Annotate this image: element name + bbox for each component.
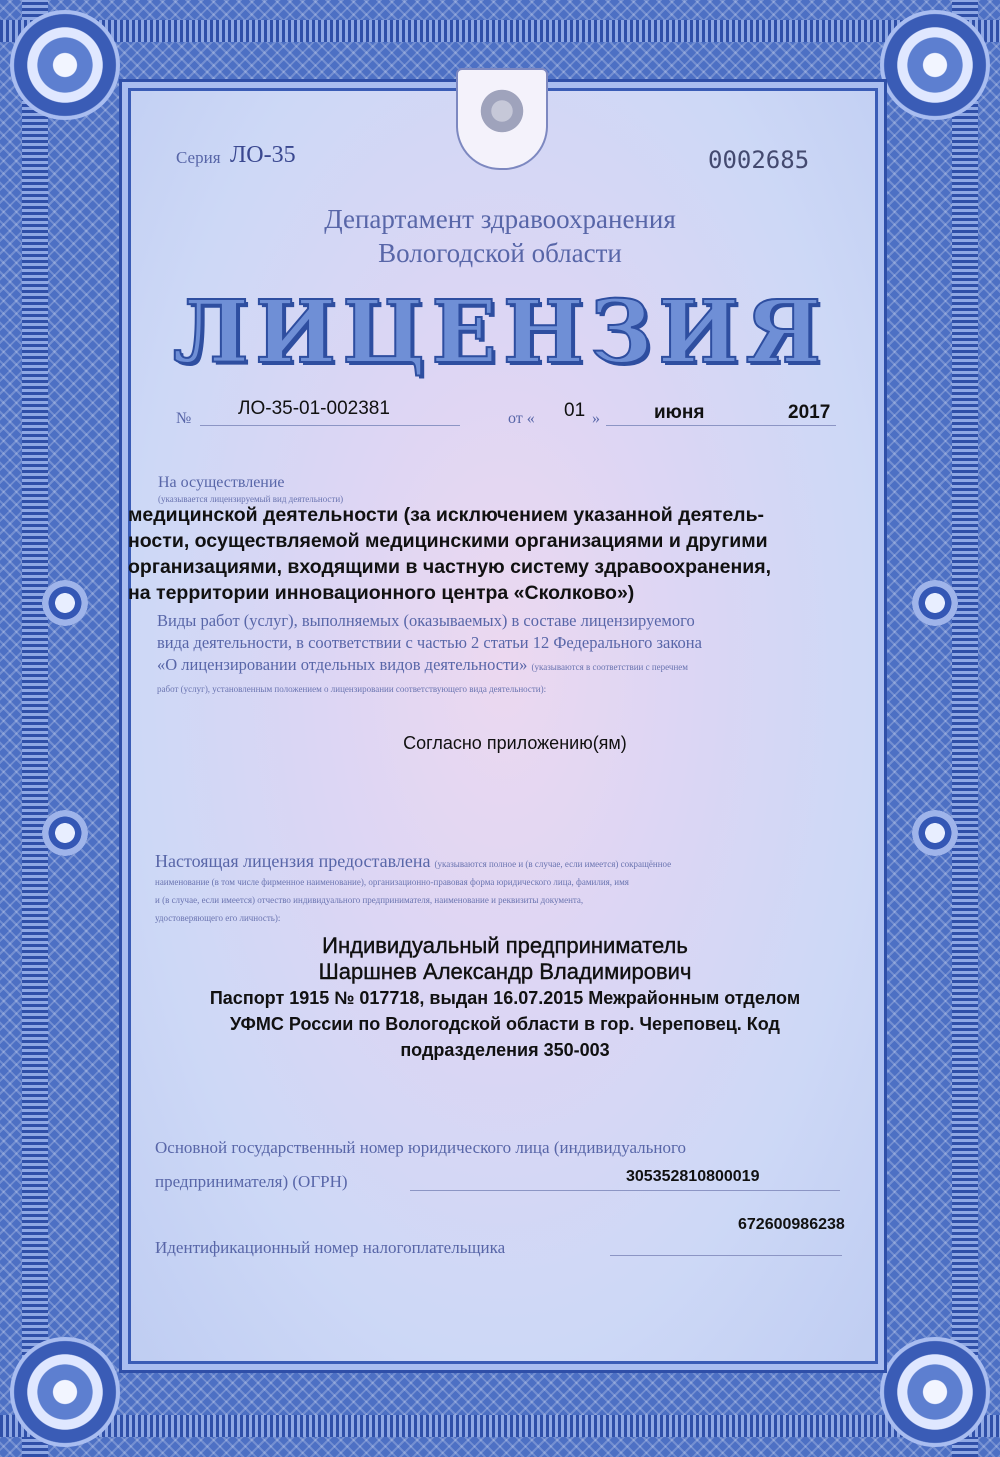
licensee-note: (указываются полное и (в случае, если имеется) сокращённое [434,859,672,869]
coat-of-arms-emblem [456,68,548,170]
licensee-note: наименование (в том числе фирменное наименование), организационно-правовая форма юридического лица, фамилия, имя [155,877,629,887]
works-line [157,654,847,678]
series-value: ЛО-35 [230,142,296,168]
number-underline [200,425,460,426]
number-label: № [176,410,192,427]
issue-year: 2017 [788,402,831,423]
works-text [157,610,847,700]
ornament-medallion [912,580,958,626]
inn-value: 672600986238 [738,1216,845,1233]
works-line: вида деятельности, в соответствии с частью 2 статьи 12 Федерального закона [157,633,702,652]
activity-caption: (указывается лицензируемый вид деятельности) [158,494,344,504]
eagle-icon [476,84,528,144]
serial-number: 0002685 [708,146,810,174]
works-line-3: «О лицензировании отдельных видов деятельности» [157,655,528,674]
passport-line: Паспорт 1915 № 017718, выдан 16.07.2015 Межрайонным отделом [209,988,801,1008]
ornament-medallion [42,810,88,856]
ogrn-label-2: предпринимателя) (ОГРН) [155,1172,348,1191]
works-note: (указываются в соответствии с перечнем [531,662,688,672]
passport-line: УФМС России по Вологодской области в гор. Череповец. Код [230,1014,780,1034]
activity-line: на территории инновационного центра «Сколково») [128,582,635,604]
document-title: ЛИЦЕНЗИЯ [172,282,828,383]
passport-line: подразделения 350-003 [400,1040,610,1060]
activity-line: медицинской деятельности (за исключением указанной деятель- [128,504,765,526]
issue-day: 01 [564,400,586,421]
activity-line: ности, осуществляемой медицинскими организациями и другими [128,530,768,552]
licensee-name: Шаршнев Александр Владимирович [318,959,692,984]
license-number: ЛО-35-01-002381 [238,398,390,419]
border-band-bottom [0,1415,1000,1437]
licensee-label: Настоящая лицензия предоставлена [155,851,431,871]
corner-ornament [10,1337,120,1447]
works-line-4: работ (услуг), установленным положением о лицензировании соответствующего вида деятельности): [157,684,547,694]
licensee-details [0,933,1000,1063]
day-close: » [592,410,600,427]
activity-label: На осуществление [158,474,285,491]
works-value: Согласно приложению(ям) [403,733,627,753]
activity-text [128,502,888,606]
inn-underline [610,1255,842,1256]
ornament-medallion [42,580,88,626]
corner-ornament [880,1337,990,1447]
activity-line: организациями, входящими в частную систему здравоохранения, [128,556,772,578]
licensee-type: Индивидуальный предприниматель [322,933,688,958]
ogrn-value: 305352810800019 [626,1168,760,1185]
from-label: от « [508,410,535,427]
ogrn-underline [410,1190,840,1191]
issue-month: июня [654,402,705,423]
date-underline [606,425,836,426]
works-line: Виды работ (услуг), выполняемых (оказываемых) в составе лицензируемого [157,611,695,630]
border-band-top [0,20,1000,42]
licensee-note: удостоверяющего его личность): [155,913,281,923]
ogrn-label-1: Основной государственный номер юридического лица (индивидуального [155,1138,687,1157]
issuer-line-2: Вологодской области [378,238,622,268]
issuer-line-1: Департамент здравоохранения [324,204,676,234]
ornament-medallion [912,810,958,856]
corner-ornament [10,10,120,120]
licensee-caption [155,852,845,927]
inn-label: Идентификационный номер налогоплательщика [155,1238,506,1257]
corner-ornament [880,10,990,120]
licensee-note: и (в случае, если имеется) отчество индивидуального предпринимателя, наименование и реквизиты документа, [155,895,584,905]
series-label: Серия [176,148,221,167]
